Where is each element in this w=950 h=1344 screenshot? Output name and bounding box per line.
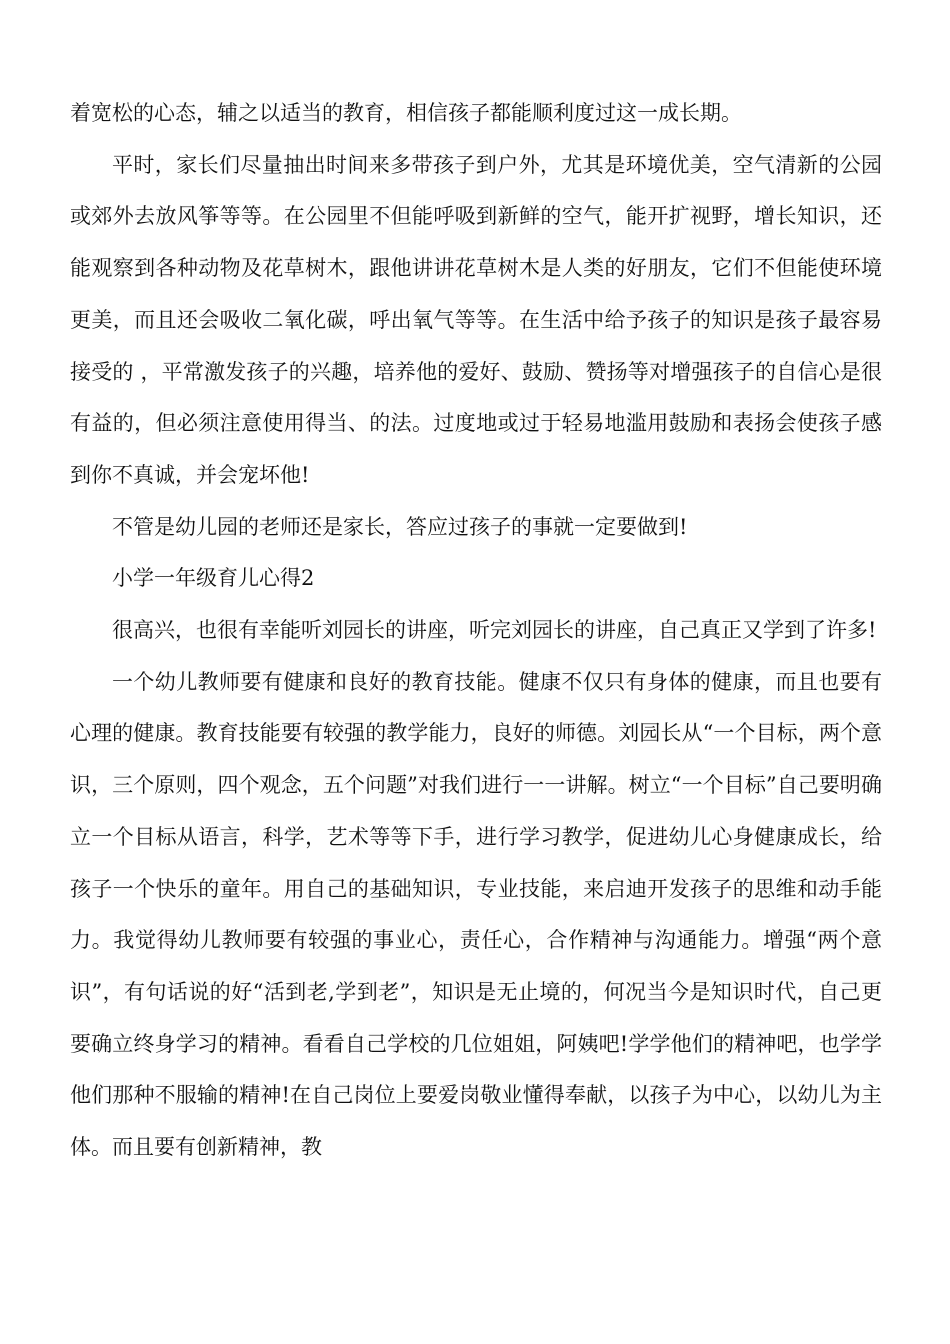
paragraph-continuation: 着宽松的心态，辅之以适当的教育，相信孩子都能顺利度过这一成长期。 bbox=[70, 101, 742, 125]
paragraph-outdoor-activities: 平时，家长们尽量抽出时间来多带孩子到户外，尤其是环境优美，空气清新的公园或郊外去放风筝等等。在公园里不但能呼吸到新鲜的空气，能开扩视野，增长知识，还能观察到各种动物及花草树木，跟他讲讲花草树木是人类的好朋友，它们不但能使环境更美，而且还会吸收二氧化碳，呼出氧气等等。在生活中给予孩子的知识是孩子最容易接受的 ，平常激发孩子的兴趣，培养他的爱好、鼓励、赞扬等对增强孩子的自信心是很有益的，但必须注意使用得当、的法。过度地或过于轻易地滥用鼓励和表扬会使孩子感到你不真诚，并会宠坏他! bbox=[70, 152, 882, 487]
paragraph-teacher-skills: 一个幼儿教师要有健康和良好的教育技能。健康不仅只有身体的健康，而且也要有心理的健康。教育技能要有较强的教学能力，良好的师德。刘园长从“一个目标，两个意识，三个原则，四个观念，五个问题”对我们进行一一讲解。树立“一个目标”自己要明确立一个目标从语言，科学，艺术等等下手，进行学习教学，促进幼儿心身健康成长，给孩子一个快乐的童年。用自己的基础知识，专业技能，来启迪开发孩子的思维和动手能力。我觉得幼儿教师要有较强的事业心，责任心，合作精神与沟通能力。增强“两个意识”，有句话说的好“活到老,学到老”，知识是无止境的，何况当今是知识时代，自己更要确立终身学习的精神。看看自己学校的几位姐姐，阿姨吧!学学他们的精神吧，也学学他们那种不服输的精神!在自己岗位上要爱岗敬业懂得奉献，以孩子为中心，以幼儿为主体。而且要有创新精神，教 bbox=[70, 669, 882, 1160]
paragraph-keep-promises: 不管是幼儿园的老师还是家长，答应过孩子的事就一定要做到! bbox=[112, 514, 688, 539]
paragraph-lecture-intro: 很高兴，也很有幸能听刘园长的讲座，听完刘园长的讲座，自己真正又学到了许多! bbox=[112, 618, 877, 643]
section-heading: 小学一年级育儿心得2 bbox=[112, 566, 315, 591]
document-body bbox=[70, 88, 882, 1174]
